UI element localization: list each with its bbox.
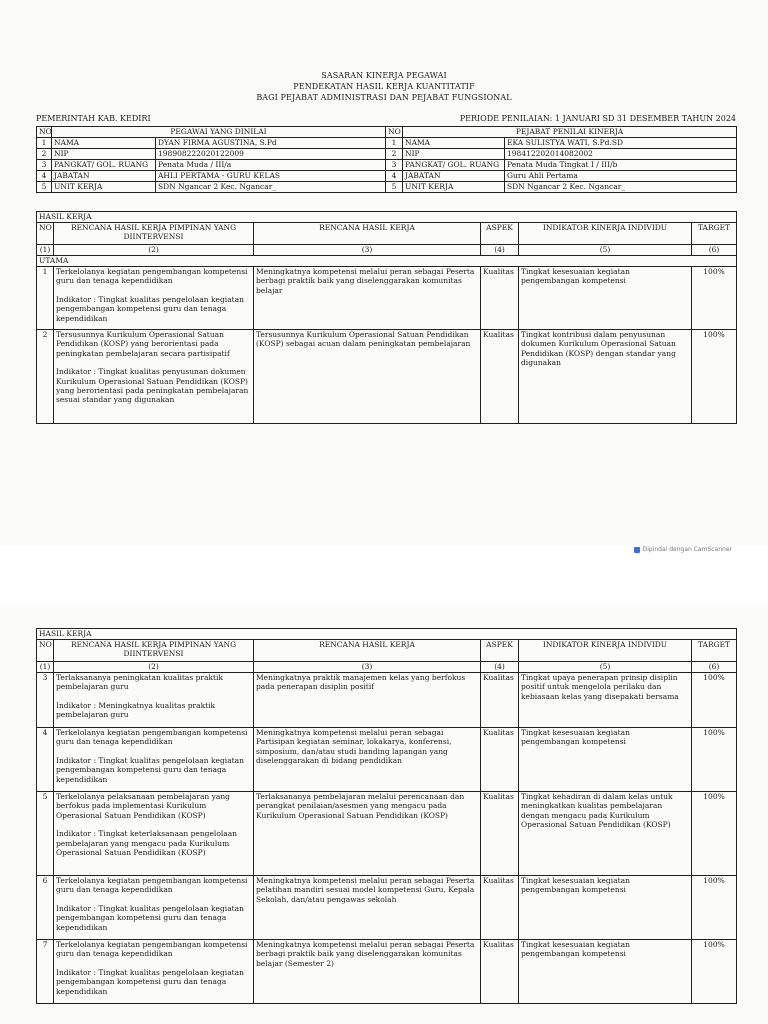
pimpinan-indikator: Indikator : Tingkat kualitas pengelolaan kegiatan pengembangan kompetensi guru dan tenaga kependidikan [56, 294, 244, 323]
camscanner-icon [634, 547, 640, 553]
pegawai-pangkat: Penata Muda / III/a [156, 160, 386, 171]
table-row [37, 792, 737, 876]
pegawai-header: PEGAWAI YANG DINILAI [52, 127, 386, 138]
row-no: 6 [37, 876, 54, 940]
row-no: 7 [37, 940, 54, 1004]
pimpinan-indikator: Indikator : Tingkat kualitas penyusunan dokumen Kurikulum Operasional Satuan Pendidikan (KOSP) yang berorientasi pada peningkatan pembelajaran sesuai standar yang digunakan [56, 367, 249, 405]
info-no: 5 [386, 182, 403, 193]
info-label: NIP [52, 149, 156, 160]
info-label: UNIT KERJA [52, 182, 156, 193]
col-num: (3) [254, 662, 481, 673]
info-row [37, 171, 737, 182]
row-no: 5 [37, 792, 54, 876]
row-pimpinan [54, 330, 254, 424]
row-rencana: Terlaksananya pembelajaran melalui perencanaan dan perangkat penilaian/asesmen yang mengacu pada Kurikulum Operasional Satuan Pendidikan (KOSP) [254, 792, 481, 876]
pejabat-jabatan: Guru Ahli Pertama [505, 171, 737, 182]
info-label: PANGKAT/ GOL. RUANG [52, 160, 156, 171]
info-no: 2 [37, 149, 52, 160]
hasil-kerja-table-1 [36, 211, 737, 424]
col-num: (3) [254, 245, 481, 256]
row-rencana: Meningkatnya kompetensi melalui peran sebagai Partisipan kegiatan seminar, lokakarya, konferensi, simposium, dan/atau studi banding lapangan yang diselenggarakan di bidang pendidikan [254, 728, 481, 792]
pimpinan-indikator: Indikator : Tingkat keterlaksanaan pengelolaan pembelajaran yang mengacu pada Kurikulum Operasional Satuan Pendidikan (KOSP) [56, 829, 238, 858]
col-num: (4) [481, 245, 519, 256]
row-target: 100% [692, 728, 737, 792]
pimpinan-text: Terkelolanya kegiatan pengembangan kompetensi guru dan tenaga kependidikan [56, 267, 248, 286]
col-aspek: ASPEK [481, 640, 519, 662]
row-indikator: Tingkat kesesuaian kegiatan pengembangan kompetensi [519, 940, 692, 1004]
pejabat-header: PEJABAT PENILAI KINERJA [403, 127, 737, 138]
col-num: (1) [37, 245, 54, 256]
row-pimpinan [54, 940, 254, 1004]
row-target: 100% [692, 330, 737, 424]
info-row [37, 149, 737, 160]
info-no-header-2: NO [386, 127, 403, 138]
col-target: TARGET [692, 223, 737, 245]
col-target: TARGET [692, 640, 737, 662]
col-num: (6) [692, 662, 737, 673]
info-no: 3 [386, 160, 403, 171]
col-num: (5) [519, 662, 692, 673]
col-rencana-pimpinan: RENCANA HASIL KERJA PIMPINAN YANG DIINTERVENSI [54, 223, 254, 245]
row-no: 4 [37, 728, 54, 792]
pimpinan-indikator: Indikator : Tingkat kualitas pengelolaan kegiatan pengembangan kompetensi guru dan tenaga kependidikan [56, 755, 244, 784]
row-indikator: Tingkat kesesuaian kegiatan pengembangan kompetensi [519, 728, 692, 792]
hasil-kerja-label: HASIL KERJA [37, 629, 737, 640]
col-rencana-pimpinan: RENCANA HASIL KERJA PIMPINAN YANG DIINTERVENSI [54, 640, 254, 662]
pegawai-unit: SDN Ngancar 2 Kec. Ngancar_ [156, 182, 386, 193]
row-pimpinan [54, 876, 254, 940]
row-target: 100% [692, 267, 737, 330]
info-label: PANGKAT/ GOL. RUANG [403, 160, 505, 171]
info-label: UNIT KERJA [403, 182, 505, 193]
pejabat-nip: 198412202014082002 [505, 149, 737, 160]
document-title: SASARAN KINERJA PEGAWAI [321, 71, 447, 80]
hasil-kerja-label: HASIL KERJA [37, 212, 737, 223]
pejabat-unit: SDN Ngancar 2 Kec. Ngancar_ [505, 182, 737, 193]
info-no: 4 [386, 171, 403, 182]
row-rencana: Meningkatnya kompetensi melalui peran sebagai Peserta berbagi praktik baik yang diselenggarakan komunitas belajar [254, 267, 481, 330]
row-no: 2 [37, 330, 54, 424]
camscanner-text: Dipindai dengan CamScanner [642, 546, 732, 553]
col-rencana: RENCANA HASIL KERJA [254, 640, 481, 662]
table-row [37, 330, 737, 424]
col-num: (2) [54, 662, 254, 673]
pimpinan-indikator: Indikator : Tingkat kualitas pengelolaan kegiatan pengembangan kompetensi guru dan tenaga kependidikan [56, 903, 244, 932]
pimpinan-text: Terkelolanya kegiatan pengembangan kompetensi guru dan tenaga kependidikan [56, 940, 248, 959]
pegawai-nip: 198908222020122009 [156, 149, 386, 160]
table-row [37, 673, 737, 728]
row-no: 3 [37, 673, 54, 728]
col-num: (2) [54, 245, 254, 256]
info-label: NIP [403, 149, 505, 160]
col-num: (1) [37, 662, 54, 673]
row-target: 100% [692, 673, 737, 728]
row-indikator: Tingkat kesesuaian kegiatan pengembangan kompetensi [519, 876, 692, 940]
row-aspek: Kualitas [481, 940, 519, 1004]
info-row [37, 138, 737, 149]
pejabat-nama: EKA SULISTYA WATI, S.Pd.SD [505, 138, 737, 149]
pimpinan-indikator: Indikator : Tingkat kualitas pengelolaan kegiatan pengembangan kompetensi guru dan tenaga kependidikan [56, 967, 244, 996]
row-pimpinan [54, 267, 254, 330]
col-aspek: ASPEK [481, 223, 519, 245]
col-num: (4) [481, 662, 519, 673]
info-no-header: NO [37, 127, 52, 138]
row-target: 100% [692, 876, 737, 940]
info-no: 2 [386, 149, 403, 160]
col-num: (6) [692, 245, 737, 256]
document-subtitle-2: BAGI PEJABAT ADMINISTRASI DAN PEJABAT FUNGSIONAL [256, 93, 512, 102]
row-aspek: Kualitas [481, 792, 519, 876]
col-num: (5) [519, 245, 692, 256]
table-row [37, 876, 737, 940]
instansi-label: PEMERINTAH KAB. KEDIRI [36, 114, 151, 123]
pimpinan-indikator: Indikator : Meningkatnya kualitas praktik pembelajaran guru [56, 700, 216, 720]
pegawai-nama: DYAN FIRMA AGUSTINA, S.Pd [156, 138, 386, 149]
document-title-block [0, 70, 768, 103]
row-target: 100% [692, 940, 737, 1004]
row-aspek: Kualitas [481, 330, 519, 424]
row-pimpinan [54, 673, 254, 728]
row-rencana: Meningkatnya kompetensi melalui peran sebagai Peserta pelatihan mandiri sesuai model kompetensi Guru, Kepala Sekolah, dan/atau pengawas sekolah [254, 876, 481, 940]
row-indikator: Tingkat upaya penerapan prinsip disiplin positif untuk mengelola perilaku dan kebiasaan kelas yang disepakati bersama [519, 673, 692, 728]
col-no: NO [37, 223, 54, 245]
row-target: 100% [692, 792, 737, 876]
row-aspek: Kualitas [481, 728, 519, 792]
col-indikator: INDIKATOR KINERJA INDIVIDU [519, 640, 692, 662]
row-indikator: Tingkat kesesuaian kegiatan pengembangan kompetensi [519, 267, 692, 330]
info-no: 1 [37, 138, 52, 149]
info-table [36, 126, 737, 193]
row-rencana: Meningkatnya kompetensi melalui peran sebagai Peserta berbagi praktik baik yang diselenggarakan komunitas belajar (Semester 2) [254, 940, 481, 1004]
info-no: 3 [37, 160, 52, 171]
col-indikator: INDIKATOR KINERJA INDIVIDU [519, 223, 692, 245]
row-pimpinan [54, 792, 254, 876]
page-gap [0, 545, 768, 605]
info-label: JABATAN [403, 171, 505, 182]
row-aspek: Kualitas [481, 267, 519, 330]
row-rencana: Meningkatnya praktik manajemen kelas yang berfokus pada penerapan disiplin positif [254, 673, 481, 728]
table-row [37, 728, 737, 792]
col-rencana: RENCANA HASIL KERJA [254, 223, 481, 245]
row-aspek: Kualitas [481, 673, 519, 728]
document-subtitle: PENDEKATAN HASIL KERJA KUANTITATIF [293, 82, 475, 91]
table-row [37, 940, 737, 1004]
info-label: NAMA [403, 138, 505, 149]
row-rencana: Tersusunnya Kurikulum Operasional Satuan Pendidikan (KOSP) sebagai acuan dalam peningkatan pembelajaran [254, 330, 481, 424]
col-no: NO [37, 640, 54, 662]
camscanner-watermark [634, 546, 732, 553]
info-label: NAMA [52, 138, 156, 149]
utama-label: UTAMA [37, 256, 737, 267]
pimpinan-text: Terkelolanya pelaksanaan pembelajaran yang berfokus pada implementasi Kurikulum Operasional Satuan Pendidikan (KOSP) [56, 792, 230, 820]
pegawai-jabatan: AHLI PERTAMA - GURU KELAS [156, 171, 386, 182]
row-aspek: Kualitas [481, 876, 519, 940]
row-indikator: Tingkat kontribusi dalam penyusunan dokumen Kurikulum Operasional Satuan Pendidikan (KOSP) dengan standar yang digunakan [519, 330, 692, 424]
pimpinan-text: Tersusunnya Kurikulum Operasional Satuan Pendidikan (KOSP) yang berorientasi pada peningkatan pembelajaran secara partisipatif [56, 330, 230, 358]
pejabat-pangkat: Penata Muda Tingkat I / III/b [505, 160, 737, 171]
info-label: JABATAN [52, 171, 156, 182]
pimpinan-text: Terkelolanya kegiatan pengembangan kompetensi guru dan tenaga kependidikan [56, 876, 248, 895]
info-no: 1 [386, 138, 403, 149]
row-indikator: Tingkat kehadiran di dalam kelas untuk meningkatkan kualitas pembelajaran dengan mengacu pada Kurikulum Operasional Satuan Pendidikan (KOSP) [519, 792, 692, 876]
info-no: 5 [37, 182, 52, 193]
info-row [37, 160, 737, 171]
pimpinan-text: Terkelolanya kegiatan pengembangan kompetensi guru dan tenaga kependidikan [56, 728, 248, 747]
row-pimpinan [54, 728, 254, 792]
info-row [37, 182, 737, 193]
periode-label: PERIODE PENILAIAN: 1 JANUARI SD 31 DESEMBER TAHUN 2024 [459, 114, 736, 123]
table-row [37, 267, 737, 330]
info-no: 4 [37, 171, 52, 182]
pimpinan-text: Terlaksananya peningkatan kualitas praktik pembelajaran guru [56, 673, 223, 692]
row-no: 1 [37, 267, 54, 330]
hasil-kerja-table-2 [36, 628, 737, 1004]
